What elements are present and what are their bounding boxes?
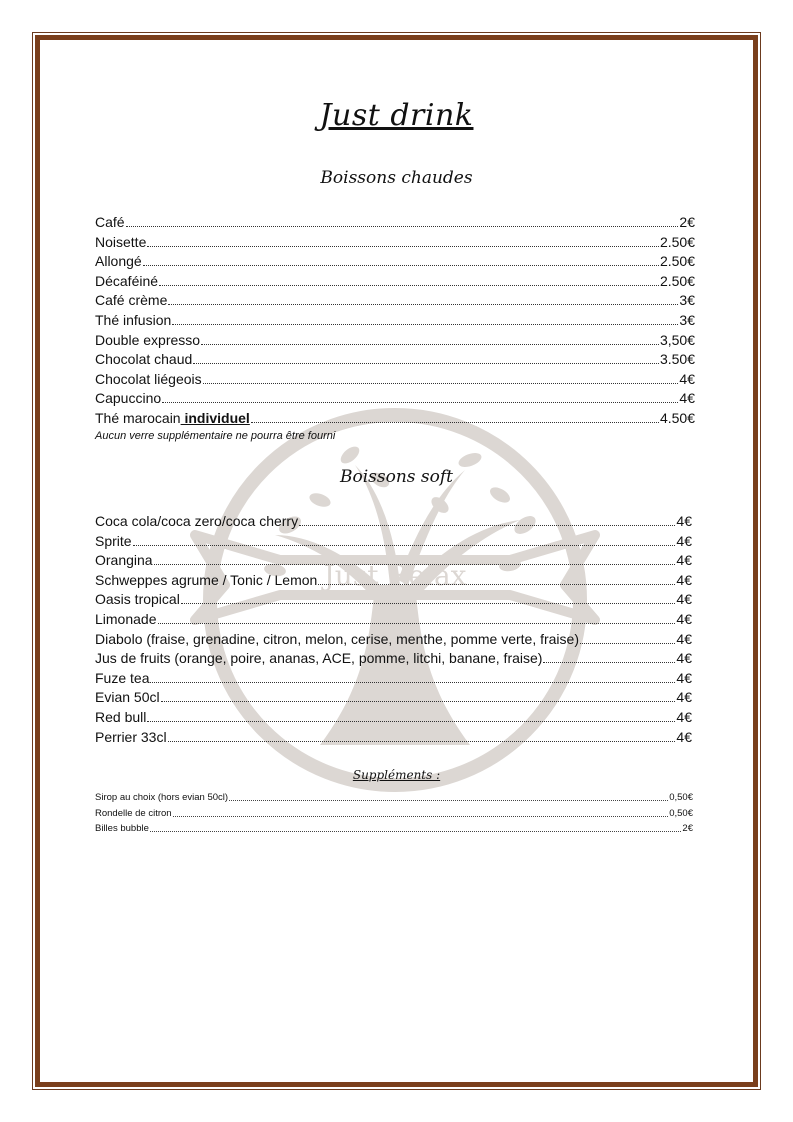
item-name: Décaféiné	[95, 272, 159, 289]
soft-drinks-title: Boissons soft	[339, 467, 453, 487]
item-name: Diabolo (fraise, grenadine, citron, melon, cerise, menthe, pomme verte, fraise)	[95, 630, 579, 647]
item-price: 4€	[676, 630, 692, 647]
item-price: 4€	[676, 591, 692, 608]
item-price: 4€	[676, 728, 692, 745]
item-name: Fuze tea	[95, 669, 150, 686]
dot-leader	[150, 821, 682, 832]
dot-leader	[147, 708, 675, 722]
item-name: Red bull	[95, 708, 147, 725]
item-price: 4.50€	[659, 409, 695, 426]
item-name: Perrier 33cl	[95, 728, 167, 745]
hot-drink-item	[95, 311, 695, 331]
item-name: Café	[95, 214, 125, 230]
hot-drink-item	[95, 213, 695, 233]
dot-leader	[159, 272, 659, 286]
watermark-text: Just Relax	[323, 559, 467, 592]
item-name: Jus de fruits (orange, poire, ananas, ACE, pomme, litchi, banane, fraise)	[95, 650, 543, 667]
item-name: Thé marocain	[95, 409, 181, 426]
item-price: 4€	[676, 689, 692, 706]
item-name-emphasis: individuel	[180, 409, 250, 426]
item-price: 4€	[676, 571, 692, 588]
item-price: 2€	[682, 823, 693, 834]
soft-drink-item	[95, 688, 692, 708]
item-name: Oasis tropical	[95, 591, 180, 608]
soft-drink-item	[95, 551, 692, 571]
soft-drink-item	[95, 512, 692, 532]
hot-drinks-note: Aucun verre supplémentaire ne pourra être fourni	[95, 430, 336, 442]
dot-leader	[173, 806, 669, 817]
supplement-item	[95, 790, 693, 806]
dot-leader	[201, 331, 659, 345]
dot-leader	[203, 370, 679, 384]
soft-drink-item	[95, 649, 692, 669]
item-price: 3€	[679, 292, 695, 309]
dot-leader	[133, 532, 676, 546]
hot-drink-item	[95, 252, 695, 272]
dot-leader	[580, 630, 675, 644]
hot-drinks-title: Boissons chaudes	[320, 168, 473, 188]
soft-drink-item	[95, 669, 692, 689]
dot-leader	[143, 252, 659, 266]
hot-drink-item	[95, 291, 695, 311]
item-name: Schweppes agrume / Tonic / Lemon	[95, 571, 318, 588]
supplement-item	[95, 821, 693, 837]
dot-leader	[150, 669, 675, 683]
item-price: 4€	[676, 610, 692, 627]
item-price: 2€	[679, 214, 695, 230]
item-price: 4€	[676, 552, 692, 569]
dot-leader	[299, 512, 675, 526]
item-name: Allongé	[95, 253, 142, 270]
hot-drink-item	[95, 233, 695, 253]
dot-leader	[172, 311, 678, 325]
item-price: 4€	[679, 370, 695, 387]
item-name: Chocolat liégeois	[95, 370, 202, 387]
item-name: Café crème	[95, 292, 168, 309]
soft-drink-item	[95, 708, 692, 728]
soft-drink-item	[95, 728, 692, 748]
hot-drink-item	[95, 331, 695, 351]
item-price: 4€	[676, 669, 692, 686]
hot-drink-item	[95, 350, 695, 370]
item-price: 2.50€	[659, 253, 695, 270]
soft-drink-item	[95, 630, 692, 650]
supplements-list	[95, 790, 693, 837]
supplements-title: Suppléments :	[352, 768, 441, 782]
dot-leader	[193, 350, 659, 364]
item-price: 3,50€	[659, 331, 695, 348]
item-price: 4€	[676, 650, 692, 667]
soft-drink-item	[95, 610, 692, 630]
item-name: Double expresso	[95, 331, 201, 348]
item-price: 0,50€	[669, 807, 693, 819]
item-name: Billes bubble	[95, 823, 149, 834]
dot-leader	[229, 790, 668, 801]
item-name: Thé infusion	[95, 311, 172, 328]
hot-drinks-list	[95, 213, 695, 429]
page-title: Just drink	[319, 98, 474, 133]
dot-leader	[168, 728, 676, 742]
soft-drink-item	[95, 571, 692, 591]
item-name: Sprite	[95, 532, 132, 549]
item-name: Rondelle de citron	[95, 807, 172, 819]
item-price: 4€	[676, 708, 692, 725]
dot-leader	[154, 551, 676, 565]
item-name: Noisette	[95, 233, 147, 250]
item-price: 4€	[679, 390, 695, 407]
item-price: 3€	[679, 311, 695, 328]
item-price: 2.50€	[659, 272, 695, 289]
dot-leader	[168, 291, 678, 305]
dot-leader	[147, 233, 659, 247]
hot-drink-item	[95, 272, 695, 292]
dot-leader	[318, 571, 675, 585]
soft-drink-item	[95, 590, 692, 610]
item-price: 2.50€	[659, 233, 695, 250]
item-price: 0,50€	[669, 792, 693, 803]
dot-leader	[162, 389, 678, 403]
soft-drink-item	[95, 532, 692, 552]
hot-drink-item	[95, 389, 695, 409]
item-price: 4€	[676, 513, 692, 529]
dot-leader	[126, 213, 679, 227]
item-price: 3.50€	[659, 351, 695, 368]
dot-leader	[158, 610, 676, 624]
dot-leader	[251, 409, 659, 423]
dot-leader	[181, 590, 676, 604]
item-name: Chocolat chaud	[95, 351, 193, 368]
item-price: 4€	[676, 532, 692, 549]
dot-leader	[543, 649, 675, 663]
hot-drink-item	[95, 370, 695, 390]
item-name: Evian 50cl	[95, 689, 160, 706]
item-name: Limonade	[95, 610, 157, 627]
hot-drink-item	[95, 409, 695, 429]
dot-leader	[161, 688, 676, 702]
item-name: Sirop au choix (hors evian 50cl)	[95, 792, 229, 803]
item-name: Capuccino	[95, 390, 162, 407]
item-name: Coca cola/coca zero/coca cherry	[95, 513, 299, 529]
supplement-item	[95, 806, 693, 822]
soft-drinks-list	[95, 512, 692, 747]
item-name: Orangina	[95, 552, 153, 569]
